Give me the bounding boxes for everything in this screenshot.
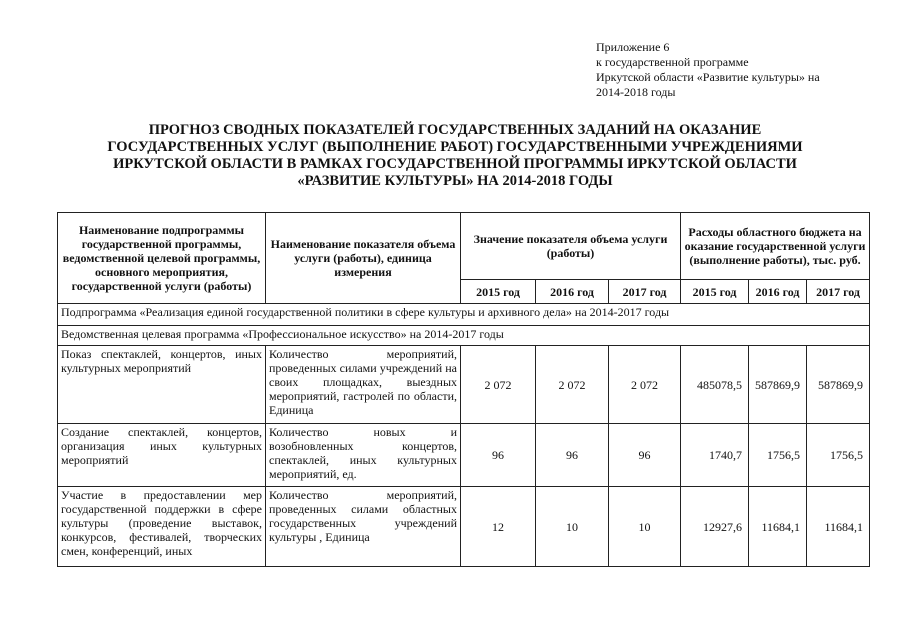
service-name: Создание спектаклей, концертов, организация иных культурных мероприятий: [58, 424, 266, 487]
expense-2015: 1740,7: [681, 424, 749, 487]
appendix-note: [596, 40, 886, 100]
service-name: Участие в предоставлении мер государственной поддержки в сфере культуры (проведение выставок, конкурсов, фестивалей, творческих смен, конференций, иных: [58, 487, 266, 567]
expense-2016: 11684,1: [749, 487, 807, 567]
indicators-table: [57, 212, 870, 567]
table-row: [58, 487, 870, 567]
target-program-row: [58, 326, 870, 346]
volume-2015: 12: [461, 487, 536, 567]
header-indicator-name: Наименование показателя объема услуги (работы), единица измерения: [266, 213, 461, 304]
volume-2016: 10: [536, 487, 609, 567]
expense-2016: 587869,9: [749, 346, 807, 424]
volume-2017: 2 072: [609, 346, 681, 424]
appendix-line: Иркутской области «Развитие культуры» на: [596, 70, 820, 84]
target-program-label: Ведомственная целевая программа «Профессиональное искусство» на 2014-2017 годы: [58, 326, 870, 346]
expense-2017: 11684,1: [807, 487, 870, 567]
subprogram-row: [58, 304, 870, 326]
header-year: 2017 год: [807, 280, 870, 304]
expense-2017: 587869,9: [807, 346, 870, 424]
document-title: [60, 122, 850, 190]
expense-2016: 1756,5: [749, 424, 807, 487]
appendix-line: Приложение 6: [596, 40, 670, 54]
table-row: [58, 424, 870, 487]
header-year: 2017 год: [609, 280, 681, 304]
volume-2015: 96: [461, 424, 536, 487]
expense-2015: 485078,5: [681, 346, 749, 424]
title-line: ИРКУТСКОЙ ОБЛАСТИ В РАМКАХ ГОСУДАРСТВЕННОЙ ПРОГРАММЫ ИРКУТСКОЙ ОБЛАСТИ: [113, 156, 797, 172]
header-year: 2016 год: [749, 280, 807, 304]
volume-2016: 2 072: [536, 346, 609, 424]
header-program-name: Наименование подпрограммы государственной программы, ведомственной целевой программы, основного мероприятия, государственной услуги (работы): [58, 213, 266, 304]
header-year: 2016 год: [536, 280, 609, 304]
volume-2017: 10: [609, 487, 681, 567]
appendix-line: 2014-2018 годы: [596, 85, 676, 99]
expense-2017: 1756,5: [807, 424, 870, 487]
indicator-name: Количество мероприятий, проведенных силами областных государственных учреждений культуры , Единица: [266, 487, 461, 567]
volume-2017: 96: [609, 424, 681, 487]
indicator-name: Количество мероприятий, проведенных силами учреждений на своих площадках, выездных мероприятий, гастролей по области, Единица: [266, 346, 461, 424]
header-expenses-group: Расходы областного бюджета на оказание государственной услуги (выполнение работы), тыс. руб.: [681, 213, 870, 280]
subprogram-label: Подпрограмма «Реализация единой государственной политики в сфере культуры и архивного дела» на 2014-2017 годы: [58, 304, 870, 326]
header-year: 2015 год: [461, 280, 536, 304]
appendix-line: к государственной программе: [596, 55, 749, 69]
table-row: [58, 346, 870, 424]
service-name: Показ спектаклей, концертов, иных культурных мероприятий: [58, 346, 266, 424]
title-line: ГОСУДАРСТВЕННЫХ УСЛУГ (ВЫПОЛНЕНИЕ РАБОТ) ГОСУДАРСТВЕННЫМИ УЧРЕЖДЕНИЯМИ: [107, 139, 803, 155]
volume-2015: 2 072: [461, 346, 536, 424]
title-line: «РАЗВИТИЕ КУЛЬТУРЫ» НА 2014-2018 ГОДЫ: [297, 173, 613, 189]
volume-2016: 96: [536, 424, 609, 487]
header-row: [58, 213, 870, 280]
header-year: 2015 год: [681, 280, 749, 304]
title-line: ПРОГНОЗ СВОДНЫХ ПОКАЗАТЕЛЕЙ ГОСУДАРСТВЕННЫХ ЗАДАНИЙ НА ОКАЗАНИЕ: [148, 122, 762, 138]
expense-2015: 12927,6: [681, 487, 749, 567]
header-volume-group: Значение показателя объема услуги (работы): [461, 213, 681, 280]
indicator-name: Количество новых и возобновленных концертов, спектаклей, иных культурных мероприятий, ед.: [266, 424, 461, 487]
